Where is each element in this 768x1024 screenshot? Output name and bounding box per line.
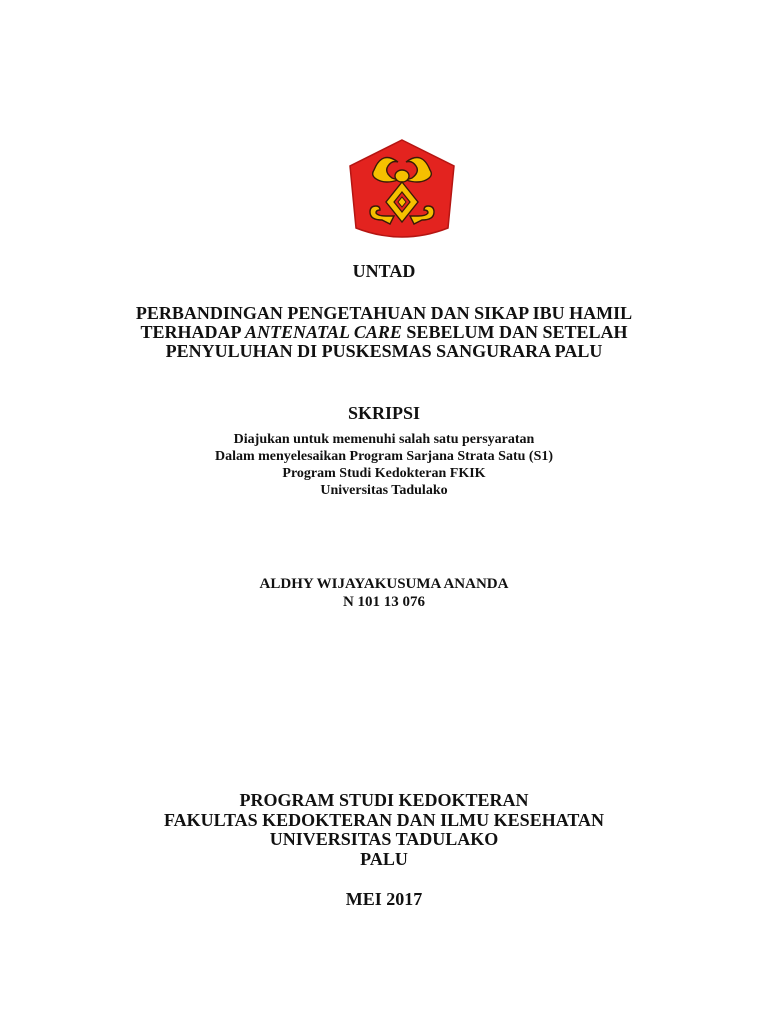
institution-line: FAKULTAS KEDOKTERAN DAN ILMU KESEHATAN <box>163 810 605 830</box>
title-line-2-prefix: TERHADAP <box>140 322 246 342</box>
institution-line: PALU <box>360 849 408 869</box>
institution-line: PROGRAM STUDI KEDOKTERAN <box>239 790 529 810</box>
author-student-id: N 101 13 076 <box>342 594 426 610</box>
document-type: SKRIPSI <box>347 403 421 423</box>
institution-line: UNIVERSITAS TADULAKO <box>269 829 499 849</box>
submission-date: MEI 2017 <box>345 889 423 909</box>
title-italic-term: ANTENATAL CARE <box>245 322 402 342</box>
purpose-line: Diajukan untuk memenuhi salah satu persyaratan <box>233 432 535 447</box>
institution-short-name: UNTAD <box>352 261 416 281</box>
title-line-2 <box>0 323 768 341</box>
title-line-2-suffix: SEBELUM DAN SETELAH <box>401 322 628 342</box>
purpose-line: Dalam menyelesaikan Program Sarjana Strata Satu (S1) <box>214 449 554 464</box>
untad-emblem-icon <box>342 136 462 244</box>
purpose-line: Universitas Tadulako <box>320 483 448 498</box>
purpose-line: Program Studi Kedokteran FKIK <box>282 466 486 481</box>
title-line-1: PERBANDINGAN PENGETAHUAN DAN SIKAP IBU HAMIL <box>135 303 633 323</box>
title-line-3: PENYULUHAN DI PUSKESMAS SANGURARA PALU <box>165 341 603 361</box>
author-name: ALDHY WIJAYAKUSUMA ANANDA <box>259 576 509 592</box>
